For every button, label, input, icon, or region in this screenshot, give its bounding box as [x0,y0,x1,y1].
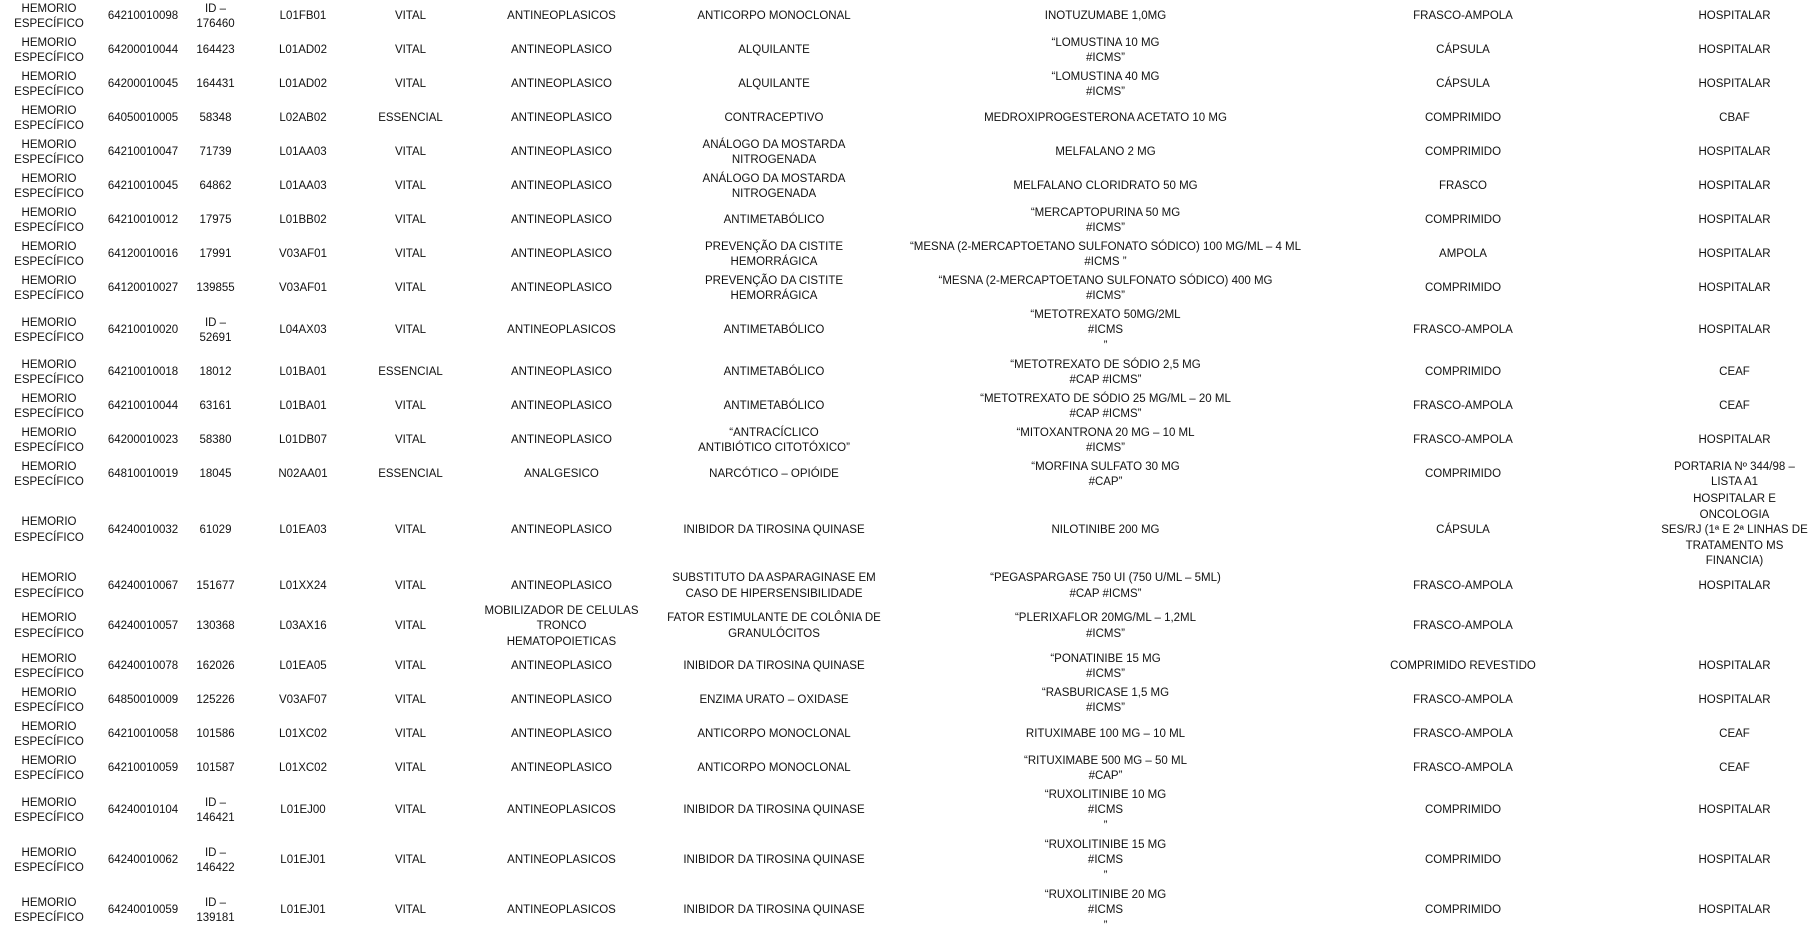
cell-program: HOSPITALAR [1698,854,1771,867]
cell-subgroup: ANTICORPO MONOCLONAL [697,728,851,741]
cell-id: ID – 176460 [196,2,235,30]
cell-medication: “PEGASPARGASE 750 UI (750 U/ML – 5ML) #CAP #ICMS” [990,572,1221,600]
cell-classification: VITAL [394,282,427,295]
cell-code: 64240010062 [107,854,179,867]
cell-presentation: COMPRIMIDO [1424,804,1502,817]
cell-id: 101587 [196,762,235,775]
cell-group: ANTINEOPLASICO [511,434,612,447]
cell-atc: L01XC02 [279,728,327,741]
cell-id: 58348 [199,112,232,125]
cell-group: ANTINEOPLASICO [511,579,612,592]
cell-unit: HEMORIO ESPECÍFICO [14,392,84,420]
cell-id: 164431 [196,78,235,91]
cell-subgroup: INIBIDOR DA TIROSINA QUINASE [683,904,865,917]
spacer-cell [1598,238,1658,272]
cell-id: 101586 [196,728,235,741]
cell-classification: VITAL [394,524,427,536]
cell-unit: HEMORIO ESPECÍFICO [14,754,84,782]
cell-atc: L01BA01 [279,366,327,379]
cell-classification: ESSENCIAL [378,112,443,125]
cell-atc: V03AF07 [279,694,327,707]
cell-program: HOSPITALAR [1698,904,1771,917]
spacer-cell [1598,356,1658,390]
cell-program: CEAF [1719,762,1750,775]
cell-group: ANTINEOPLASICO [511,214,612,227]
cell-subgroup: INIBIDOR DA TIROSINA QUINASE [683,804,865,817]
cell-program: CEAF [1719,366,1750,379]
cell-presentation: FRASCO-AMPOLA [1413,10,1513,23]
cell-medication: “RUXOLITINIBE 15 MG #ICMS ” [1044,838,1167,882]
cell-unit: HEMORIO ESPECÍFICO [14,612,84,640]
cell-medication: “MESNA (2-MERCAPTOETANO SULFONATO SÓDICO) 100 MG/ML – 4 ML #ICMS ” [909,240,1302,268]
cell-program: HOSPITALAR [1698,214,1771,227]
spacer-cell [1598,390,1658,424]
cell-id: 164423 [196,44,235,57]
cell-subgroup: ANTIMETABÓLICO [723,400,825,413]
cell-program: HOSPITALAR [1698,282,1771,295]
cell-group: MOBILIZADOR DE CELULAS TRONCO HEMATOPOIETICAS [484,604,639,648]
cell-subgroup: ANÁLOGO DA MOSTARDA NITROGENADA [702,172,846,200]
cell-id: 130368 [196,620,235,632]
cell-program: HOSPITALAR [1698,44,1771,57]
cell-group: ANTINEOPLASICO [511,248,612,261]
cell-medication: MELFALANO CLORIDRATO 50 MG [1013,180,1198,193]
cell-code: 64120010027 [107,282,179,295]
cell-presentation: CÁPSULA [1436,78,1490,91]
cell-program: HOSPITALAR [1698,579,1771,592]
cell-subgroup: ALQUILANTE [738,44,810,57]
cell-id: ID – 139181 [196,896,235,924]
table-row [0,390,1811,424]
cell-atc: V03AF01 [279,248,327,261]
spacer-cell [1598,718,1658,752]
cell-program: HOSPITALAR [1698,248,1771,261]
cell-program: HOSPITALAR [1698,804,1771,817]
cell-id: 18012 [199,366,232,379]
cell-code: 64210010020 [107,324,179,337]
table-row [0,0,1811,34]
cell-presentation: FRASCO-AMPOLA [1413,728,1513,741]
spacer-cell [1598,136,1658,170]
cell-unit: HEMORIO ESPECÍFICO [14,240,84,268]
cell-unit: HEMORIO ESPECÍFICO [14,572,84,600]
table-row [0,650,1811,684]
cell-program: CBAF [1719,112,1750,125]
cell-program: HOSPITALAR [1698,660,1771,673]
cell-presentation: FRASCO-AMPOLA [1413,762,1513,775]
cell-medication: “METOTREXATO DE SÓDIO 25 MG/ML – 20 ML #CAP #ICMS” [980,392,1231,420]
cell-code: 64210010059 [107,762,179,775]
cell-program: HOSPITALAR E ONCOLOGIA SES/RJ (1ª E 2ª LINHAS DE TRATAMENTO MS FINANCIA) [1661,493,1808,567]
table-row [0,886,1811,936]
cell-presentation: FRASCO-AMPOLA [1413,400,1513,413]
cell-program: PORTARIA Nº 344/98 – LISTA A1 [1674,460,1795,488]
cell-medication: “RASBURICASE 1,5 MG #ICMS” [1041,686,1170,714]
cell-medication: “LOMUSTINA 40 MG #ICMS” [1051,70,1160,98]
cell-medication: RITUXIMABE 100 MG – 10 ML [1025,728,1186,741]
cell-code: 64210010045 [107,180,179,193]
cell-id: 71739 [199,146,232,159]
cell-classification: VITAL [394,248,427,261]
table-row [0,752,1811,786]
cell-subgroup: NARCÓTICO – OPIÓIDE [709,468,839,481]
cell-atc: L01XC02 [279,762,327,775]
cell-classification: VITAL [394,146,427,159]
cell-unit: HEMORIO ESPECÍFICO [14,686,84,714]
cell-atc: L04AX03 [279,324,327,337]
cell-program: CEAF [1719,728,1750,741]
cell-program: HOSPITALAR [1698,146,1771,159]
table-row [0,492,1811,570]
table-row [0,204,1811,238]
cell-atc: V03AF01 [279,282,327,295]
cell-code: 64210010047 [107,146,179,159]
cell-id: 18045 [199,468,232,481]
cell-code: 64200010044 [107,44,179,57]
cell-medication: “PONATINIBE 15 MG #ICMS” [1050,652,1161,680]
cell-unit: HEMORIO ESPECÍFICO [14,460,84,488]
table-row [0,786,1811,836]
cell-group: ANTINEOPLASICO [511,78,612,91]
cell-unit: HEMORIO ESPECÍFICO [14,316,84,344]
cell-id: 17991 [199,248,232,261]
cell-medication: “PLERIXAFLOR 20MG/ML – 1,2ML #ICMS” [1014,612,1197,640]
cell-classification: VITAL [394,180,427,193]
cell-unit: HEMORIO ESPECÍFICO [14,516,84,544]
cell-subgroup: FATOR ESTIMULANTE DE COLÔNIA DE GRANULÓCITOS [667,612,881,640]
cell-atc: L01BB02 [279,214,327,227]
cell-classification: VITAL [394,620,427,632]
cell-subgroup: CONTRACEPTIVO [724,112,824,125]
cell-id: ID – 52691 [199,316,232,344]
cell-program: CEAF [1719,400,1750,413]
cell-atc: N02AA01 [278,468,328,481]
cell-id: 162026 [196,660,235,673]
cell-atc: L01EA03 [279,524,327,536]
cell-presentation: FRASCO-AMPOLA [1413,694,1513,707]
cell-presentation: FRASCO-AMPOLA [1413,620,1513,632]
cell-presentation: COMPRIMIDO [1424,214,1502,227]
cell-medication: “METOTREXATO DE SÓDIO 2,5 MG #CAP #ICMS” [1010,358,1201,386]
cell-program: HOSPITALAR [1698,180,1771,193]
cell-classification: VITAL [394,214,427,227]
cell-id: ID – 146422 [196,846,235,874]
cell-presentation: FRASCO-AMPOLA [1413,579,1513,592]
spacer-cell [1598,886,1658,936]
cell-code: 64210010098 [107,10,179,23]
table-row [0,68,1811,102]
cell-code: 64850010009 [107,694,179,707]
cell-medication: “MITOXANTRONA 20 MG – 10 ML #ICMS” [1016,426,1195,454]
cell-classification: VITAL [394,694,427,707]
cell-code: 64240010078 [107,660,179,673]
spacer-cell [1598,102,1658,136]
cell-group: ANTINEOPLASICOS [507,10,616,23]
cell-atc: L01EA05 [279,660,327,673]
cell-group: ANTINEOPLASICO [511,180,612,193]
cell-unit: HEMORIO ESPECÍFICO [14,36,84,64]
cell-atc: L01AA03 [279,180,327,193]
cell-classification: VITAL [394,434,427,447]
cell-group: ANTINEOPLASICO [511,694,612,707]
cell-subgroup: INIBIDOR DA TIROSINA QUINASE [683,660,865,673]
spacer-cell [1598,272,1658,306]
cell-medication: “METOTREXATO 50MG/2ML #ICMS ” [1030,308,1181,352]
cell-code: 64210010018 [107,366,179,379]
cell-subgroup: ANÁLOGO DA MOSTARDA NITROGENADA [702,138,846,166]
cell-atc: L01AD02 [279,78,327,91]
spacer-cell [1598,458,1658,492]
cell-presentation: FRASCO-AMPOLA [1413,324,1513,337]
cell-code: 64240010059 [107,904,179,917]
cell-id: 125226 [196,694,235,707]
cell-presentation: CÁPSULA [1436,524,1490,536]
cell-group: ANTINEOPLASICO [511,728,612,741]
cell-classification: VITAL [394,660,427,673]
cell-code: 64210010058 [107,728,179,741]
cell-medication: MEDROXIPROGESTERONA ACETATO 10 MG [984,112,1227,125]
cell-group: ANTINEOPLASICO [511,112,612,125]
cell-subgroup: PREVENÇÃO DA CISTITE HEMORRÁGICA [704,240,844,268]
cell-atc: L02AB02 [279,112,327,125]
cell-program: HOSPITALAR [1698,694,1771,707]
cell-presentation: COMPRIMIDO [1424,904,1502,917]
cell-id: 151677 [196,579,235,592]
cell-group: ANTINEOPLASICOS [507,324,616,337]
cell-unit: HEMORIO ESPECÍFICO [14,652,84,680]
cell-presentation: COMPRIMIDO [1424,282,1502,295]
cell-atc: L01AD02 [279,44,327,57]
cell-group: ANTINEOPLASICOS [507,854,616,867]
spacer-cell [1598,0,1658,34]
spacer-cell [1598,306,1658,356]
spacer-cell [1598,684,1658,718]
cell-group: ANTINEOPLASICO [511,282,612,295]
table-row [0,684,1811,718]
cell-subgroup: ANTIMETABÓLICO [723,214,825,227]
table-row [0,306,1811,356]
cell-id: 139855 [196,282,235,295]
spacer-cell [1598,424,1658,458]
cell-code: 64240010067 [107,579,179,592]
cell-presentation: COMPRIMIDO [1424,468,1502,481]
cell-atc: L01BA01 [279,400,327,413]
cell-medication: “MESNA (2-MERCAPTOETANO SULFONATO SÓDICO) 400 MG #ICMS” [938,274,1273,302]
cell-id: 17975 [199,214,232,227]
cell-code: 64240010104 [107,804,179,817]
cell-unit: HEMORIO ESPECÍFICO [14,2,84,30]
cell-program: HOSPITALAR [1698,434,1771,447]
cell-unit: HEMORIO ESPECÍFICO [14,274,84,302]
cell-code: 64200010023 [107,434,179,447]
cell-code: 64240010057 [107,620,179,632]
cell-program: HOSPITALAR [1698,324,1771,337]
cell-medication: “MERCAPTOPURINA 50 MG #ICMS” [1030,206,1181,234]
cell-subgroup: ANTICORPO MONOCLONAL [697,762,851,775]
cell-unit: HEMORIO ESPECÍFICO [14,206,84,234]
table-row [0,136,1811,170]
cell-code: 64200010045 [107,78,179,91]
cell-atc: L01EJ01 [280,904,326,917]
table-row [0,170,1811,204]
table-row [0,570,1811,604]
cell-presentation: FRASCO [1439,180,1487,193]
cell-subgroup: ANTIMETABÓLICO [723,324,825,337]
cell-classification: VITAL [394,78,427,91]
cell-presentation: COMPRIMIDO [1424,112,1502,125]
cell-unit: HEMORIO ESPECÍFICO [14,138,84,166]
cell-classification: VITAL [394,579,427,592]
cell-code: 64120010016 [107,248,179,261]
cell-atc: L01EJ00 [280,804,326,817]
cell-group: ANTINEOPLASICO [511,400,612,413]
table-row [0,424,1811,458]
spacer-cell [1598,604,1658,651]
cell-subgroup: ANTICORPO MONOCLONAL [697,10,851,23]
table-row [0,272,1811,306]
cell-medication: INOTUZUMABE 1,0MG [1044,10,1167,23]
cell-presentation: COMPRIMIDO [1424,854,1502,867]
cell-id: ID – 146421 [196,796,235,824]
cell-atc: L01DB07 [279,434,327,447]
cell-group: ANALGESICO [524,468,599,481]
cell-classification: ESSENCIAL [378,468,443,481]
cell-presentation: COMPRIMIDO [1424,366,1502,379]
cell-atc: L01EJ01 [280,854,326,867]
cell-code: 64210010044 [107,400,179,413]
cell-atc: L01AA03 [279,146,327,159]
cell-subgroup: INIBIDOR DA TIROSINA QUINASE [683,854,865,867]
cell-group: ANTINEOPLASICO [511,146,612,159]
table-row [0,356,1811,390]
cell-atc: L01XX24 [279,579,327,592]
cell-classification: VITAL [394,904,427,917]
cell-subgroup: “ANTRACÍCLICO ANTIBIÓTICO CITOTÓXICO” [698,426,850,454]
cell-subgroup: INIBIDOR DA TIROSINA QUINASE [683,524,865,536]
spacer-cell [1598,752,1658,786]
cell-unit: HEMORIO ESPECÍFICO [14,896,84,924]
table-row [0,102,1811,136]
spacer-cell [1598,492,1658,570]
spacer-cell [1598,786,1658,836]
spacer-cell [1598,650,1658,684]
cell-presentation: COMPRIMIDO REVESTIDO [1390,660,1536,673]
cell-medication: “LOMUSTINA 10 MG #ICMS” [1051,36,1160,64]
spacer-cell [1598,68,1658,102]
cell-subgroup: ANTIMETABÓLICO [723,366,825,379]
cell-presentation: AMPOLA [1439,248,1487,261]
cell-subgroup: ALQUILANTE [738,78,810,91]
cell-unit: HEMORIO ESPECÍFICO [14,172,84,200]
cell-classification: ESSENCIAL [378,366,443,379]
cell-medication: “RUXOLITINIBE 20 MG #ICMS ” [1044,888,1167,932]
cell-group: ANTINEOPLASICO [511,762,612,775]
cell-unit: HEMORIO ESPECÍFICO [14,358,84,386]
cell-group: ANTINEOPLASICO [511,660,612,673]
table-row [0,604,1811,651]
cell-unit: HEMORIO ESPECÍFICO [14,104,84,132]
table-row [0,238,1811,272]
cell-code: 64050010005 [107,112,179,125]
cell-atc: L01FB01 [279,10,327,23]
cell-subgroup: PREVENÇÃO DA CISTITE HEMORRÁGICA [704,274,844,302]
cell-classification: VITAL [394,324,427,337]
cell-atc: L03AX16 [279,620,327,632]
table-row [0,718,1811,752]
spacer-cell [1598,836,1658,886]
spacer-cell [1598,570,1658,604]
cell-classification: VITAL [394,854,427,867]
cell-presentation: COMPRIMIDO [1424,146,1502,159]
spacer-cell [1598,34,1658,68]
cell-medication: MELFALANO 2 MG [1055,146,1156,159]
cell-code: 64210010012 [107,214,179,227]
cell-unit: HEMORIO ESPECÍFICO [14,846,84,874]
cell-presentation: CÁPSULA [1436,44,1490,57]
cell-classification: VITAL [394,728,427,741]
cell-id: 63161 [199,400,232,413]
cell-medication: NILOTINIBE 200 MG [1051,524,1160,536]
cell-group: ANTINEOPLASICOS [507,904,616,917]
spacer-cell [1598,170,1658,204]
cell-unit: HEMORIO ESPECÍFICO [14,720,84,748]
cell-code: 64810010019 [107,468,179,481]
cell-program: HOSPITALAR [1698,78,1771,91]
cell-classification: VITAL [394,762,427,775]
cell-program: HOSPITALAR [1698,10,1771,23]
cell-presentation: FRASCO-AMPOLA [1413,434,1513,447]
cell-classification: VITAL [394,44,427,57]
cell-medication: “RUXOLITINIBE 10 MG #ICMS ” [1044,788,1167,832]
cell-id: 61029 [199,524,232,536]
cell-group: ANTINEOPLASICO [511,44,612,57]
cell-group: ANTINEOPLASICOS [507,804,616,817]
cell-classification: VITAL [394,804,427,817]
cell-classification: VITAL [394,10,427,23]
cell-subgroup: SUBSTITUTO DA ASPARAGINASE EM CASO DE HIPERSENSIBILIDADE [672,572,876,600]
cell-group: ANTINEOPLASICO [511,366,612,379]
cell-group: ANTINEOPLASICO [511,524,612,536]
cell-id: 58380 [199,434,232,447]
cell-classification: VITAL [394,400,427,413]
cell-unit: HEMORIO ESPECÍFICO [14,70,84,98]
cell-id: 64862 [199,180,232,193]
cell-medication: “RITUXIMABE 500 MG – 50 ML #CAP” [1024,754,1187,782]
spacer-cell [1598,204,1658,238]
cell-unit: HEMORIO ESPECÍFICO [14,426,84,454]
cell-unit: HEMORIO ESPECÍFICO [14,796,84,824]
cell-program [1658,604,1811,651]
cell-medication: “MORFINA SULFATO 30 MG #CAP” [1031,460,1180,488]
table-row [0,34,1811,68]
table-row [0,458,1811,492]
cell-code: 64240010032 [107,524,179,536]
cell-subgroup: ENZIMA URATO – OXIDASE [699,694,849,707]
table-row [0,836,1811,886]
